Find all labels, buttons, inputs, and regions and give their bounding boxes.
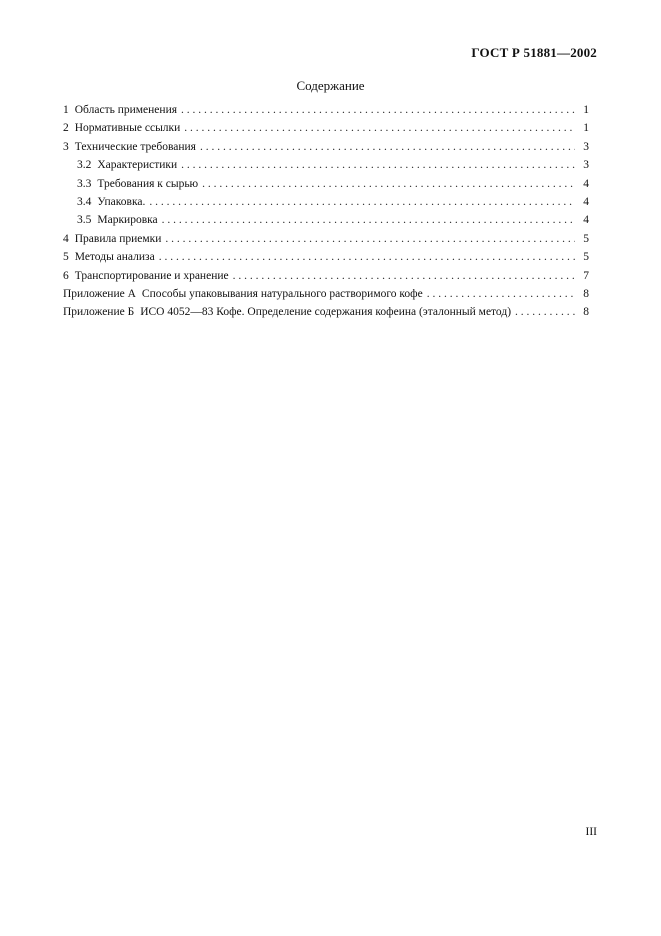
toc-entry-label: Область применения bbox=[74, 104, 178, 116]
toc-leader-dots bbox=[181, 104, 575, 116]
toc-entry-page: 8 bbox=[583, 287, 589, 300]
toc-entry-page: 5 bbox=[583, 251, 589, 264]
toc-entry-label: Технические требования bbox=[74, 140, 196, 153]
toc-entry-label: Транспортирование и хранение bbox=[74, 269, 229, 282]
toc-subentry[interactable] bbox=[63, 159, 589, 177]
toc-title: Содержание bbox=[296, 78, 365, 93]
toc-entry-number: 3 bbox=[63, 140, 69, 153]
toc-entry-number: 5 bbox=[63, 251, 69, 264]
toc-entry-page: 1 bbox=[583, 104, 589, 116]
toc-leader-dots bbox=[184, 122, 575, 134]
toc-leader-dots bbox=[149, 196, 575, 208]
toc-entry-number: 2 bbox=[63, 122, 69, 135]
toc-appendix-number: Приложение Б bbox=[63, 306, 135, 319]
toc-entry-label: Упаковка. bbox=[97, 195, 146, 208]
toc-entry-number: 3.3 bbox=[77, 177, 92, 190]
toc-entry[interactable] bbox=[63, 251, 589, 269]
toc-entry-label: ИСО 4052—83 Кофе. Определение содержания кофеина (эталонный метод) bbox=[140, 306, 512, 319]
toc-entry-label: Нормативные ссылки bbox=[74, 122, 181, 135]
toc-entry-page: 5 bbox=[583, 232, 589, 245]
toc-subentry[interactable] bbox=[63, 196, 589, 214]
toc-entry[interactable] bbox=[63, 122, 589, 140]
toc-entry-label: Методы анализа bbox=[74, 251, 155, 264]
toc-entry-label: Маркировка bbox=[97, 214, 158, 227]
toc-entry-label: Правила приемки bbox=[74, 232, 162, 245]
toc-appendix-entry[interactable] bbox=[63, 306, 589, 324]
toc-entry-page: 4 bbox=[583, 195, 589, 208]
toc-entry[interactable] bbox=[63, 233, 589, 251]
toc-entry-page: 7 bbox=[583, 269, 589, 282]
toc-entry-number: 1 bbox=[63, 104, 69, 116]
toc-leader-dots bbox=[427, 288, 575, 300]
toc-appendix-number: Приложение А bbox=[63, 287, 136, 300]
toc-entry-page: 1 bbox=[583, 122, 589, 135]
toc-entry-number: 6 bbox=[63, 269, 69, 282]
toc-leader-dots bbox=[202, 178, 575, 190]
toc-entry-page: 3 bbox=[583, 140, 589, 153]
toc-leader-dots bbox=[162, 214, 575, 226]
toc-entry-page: 4 bbox=[583, 177, 589, 190]
toc-entry-page: 8 bbox=[583, 306, 589, 319]
toc-entry[interactable] bbox=[63, 104, 589, 122]
toc-leader-dots bbox=[515, 306, 575, 318]
toc-leader-dots bbox=[159, 251, 575, 263]
toc-entry[interactable] bbox=[63, 270, 589, 288]
toc-entry-page: 3 bbox=[583, 159, 589, 172]
toc-subentry[interactable] bbox=[63, 178, 589, 196]
table-of-contents bbox=[63, 104, 589, 325]
toc-leader-dots bbox=[233, 270, 575, 282]
page-number: III bbox=[585, 826, 597, 838]
toc-appendix-entry[interactable] bbox=[63, 288, 589, 306]
toc-entry-number: 4 bbox=[63, 232, 69, 245]
toc-entry-number: 3.5 bbox=[77, 214, 92, 227]
document-id: ГОСТ Р 51881—2002 bbox=[471, 45, 597, 60]
toc-entry-label: Требования к сырью bbox=[97, 177, 199, 190]
toc-leader-dots bbox=[200, 141, 575, 153]
toc-entry-number: 3.2 bbox=[77, 159, 92, 172]
toc-entry-number: 3.4 bbox=[77, 195, 92, 208]
toc-leader-dots bbox=[181, 159, 575, 171]
toc-subentry[interactable] bbox=[63, 214, 589, 232]
toc-entry-page: 4 bbox=[583, 214, 589, 227]
toc-entry-label: Характеристики bbox=[97, 159, 178, 172]
toc-entry-label: Способы упаковывания натурального растворимого кофе bbox=[141, 287, 423, 300]
toc-entry[interactable] bbox=[63, 141, 589, 159]
toc-leader-dots bbox=[165, 233, 575, 245]
